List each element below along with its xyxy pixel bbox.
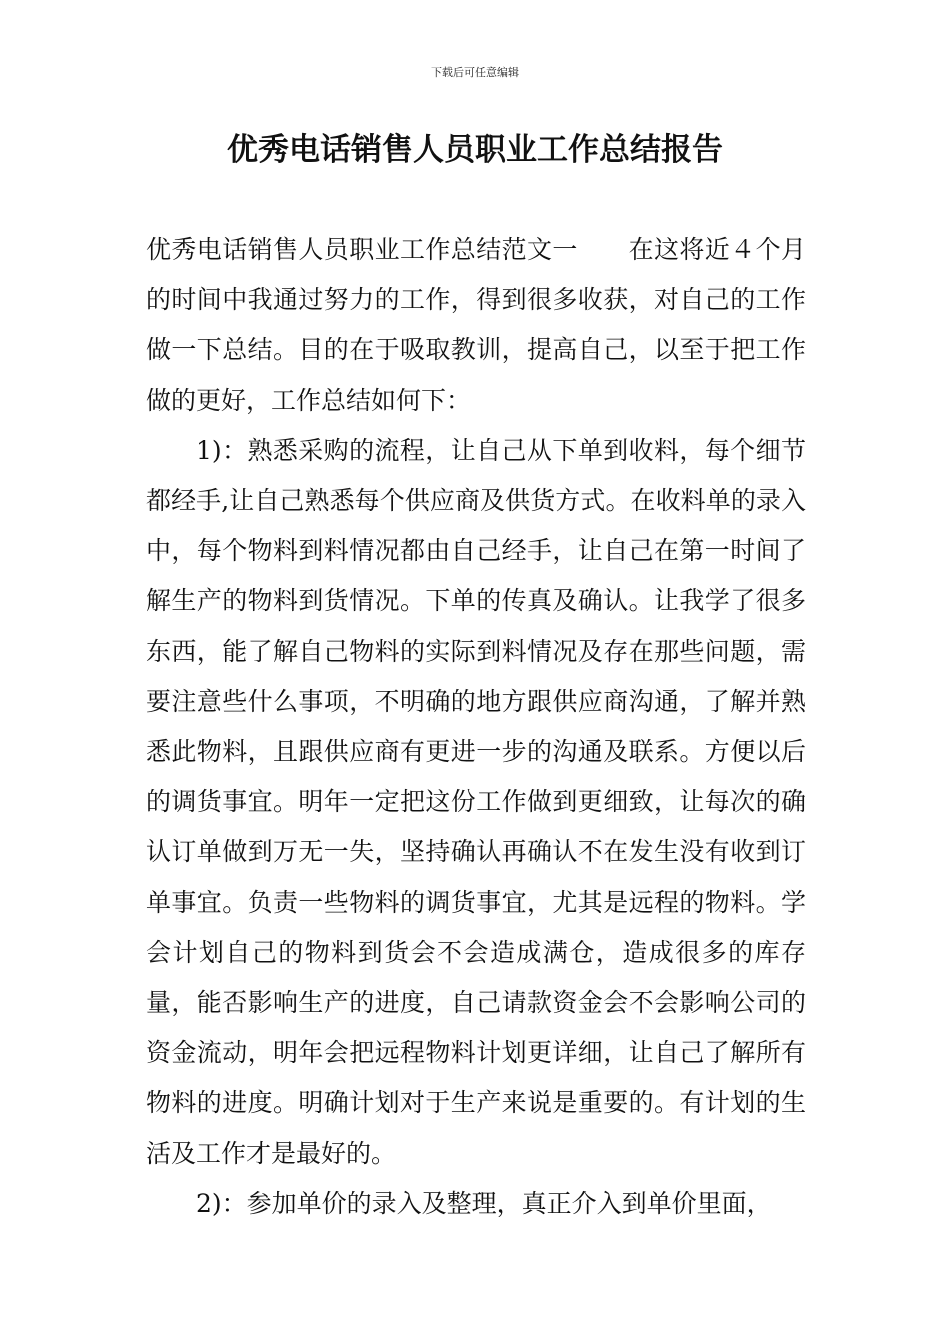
document-title: 优秀电话销售人员职业工作总结报告 [227, 132, 723, 168]
header-note: 下载后可任意编辑 [431, 66, 519, 79]
paragraph-item-2: 2)：参加单价的录入及整理，真正介入到单价里面， [196, 1188, 772, 1218]
paragraph-item-1: 1)：熟悉采购的流程，让自己从下单到收料，每个细节都经手,让自己熟悉每个供应商及供货方式。在收料单的录入中，每个物料到料情况都由自己经手，让自己在第一时间了解生产的物料到货情况。下单的传真及确认。让我学了很多东西，能了解自己物料的实际到料情况及存在那些问题，需要注意些什么事项，不明确的地方跟供应商沟通，了解并熟悉此物料，且跟供应商有更进一步的沟通及联系。方便以后的调货事宜。明年一定把这份工作做到更细致，让每次的确认订单做到万无一失，坚持确认再确认不在发生没有收到订单事宜。负责一些物料的调货事宜，尤其是远程的物料。学会计划自己的物料到货会不会造成满仓，造成很多的库存量，能否影响生产的进度，自己请款资金会不会影响公司的资金流动，明年会把远程物料计划更详细，让自己了解所有物料的进度。明确计划对于生产来说是重要的。有计划的生活及工作才是最好的。 [146, 435, 806, 1168]
paragraph-intro: 优秀电话销售人员职业工作总结范文一 在这将近４个月的时间中我通过努力的工作，得到很多收获，对自己的工作做一下总结。目的在于吸取教训，提高自己，以至于把工作做的更好，工作总结如何下： [146, 235, 806, 415]
document-body [146, 225, 806, 1229]
